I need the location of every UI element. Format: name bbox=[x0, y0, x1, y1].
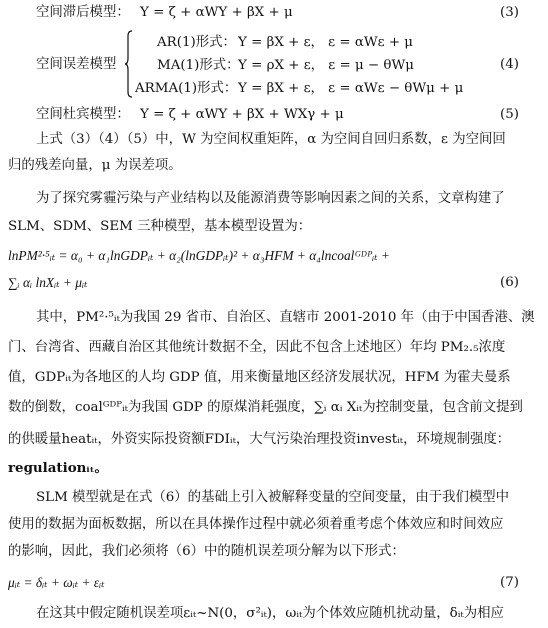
eq4-arma-formula: Y = βX + ε， ε = αWε − θWμ + μ bbox=[238, 81, 464, 96]
eq6-number: (6) bbox=[500, 275, 519, 290]
eq4-number: (4) bbox=[500, 57, 519, 72]
para3-line3: 值，GDPᵢₜ为各地区的人均 GDP 值，用来衡量地区经济发展状况，HFM 为霍夫曼系 bbox=[8, 370, 511, 385]
para4-line3: 的影响，因此，我们必须将（6）中的随机误差项分解为以下形式： bbox=[8, 544, 405, 559]
eq4-arma-name: ARMA(1)形式： bbox=[135, 81, 238, 96]
para3-line1: 其中，PM²·⁵ᵢₜ为我国 29 省市、自治区、直辖市 2001-2010 年（由于中国香港、澳 bbox=[36, 310, 535, 325]
para2-line2: SLM、SDM、SEM 三种模型，基本模型设置为： bbox=[8, 219, 312, 234]
eq3-number: (3) bbox=[500, 5, 519, 20]
eq4-ma-name: MA(1)形式： bbox=[157, 58, 240, 73]
para3-line2: 门、台湾省、西藏自治区其他统计数据不全，因此不包含上述地区）年均 PM₂.₅浓度 bbox=[8, 340, 506, 355]
para4-line2: 使用的数据为面板数据，所以在具体操作过程中就必须着重考虑个体效应和时间效应 bbox=[8, 517, 504, 532]
para3-line4: 数的倒数，coalᴳᴰᴾᵢₜ为我国 GDP 的原煤消耗强度，∑ᵢ αᵢ Xᵢₜ为控制变量，包含前文提到 bbox=[8, 400, 523, 415]
para3-line5: 的供暖量heatᵢₜ，外资实际投资额FDIᵢₜ，大气污染治理投资investᵢₜ，环境规制强度： bbox=[8, 432, 511, 447]
eq5-formula: Y = ζ + αWY + βX + WXγ + μ bbox=[140, 107, 344, 122]
eq7-number: (7) bbox=[500, 575, 519, 590]
eq4-ma-formula: Y = ρX + ε， ε = μ − θWμ bbox=[238, 58, 414, 73]
eq7-formula: μᵢₜ = δᵢₜ + ωᵢₜ + εᵢₜ bbox=[8, 575, 105, 590]
para2-line1: 为了探究雾霾污染与产业结构以及能源消费等影响因素之间的关系，文章构建了 bbox=[36, 191, 505, 206]
eq3-formula: Y = ζ + αWY + βX + μ bbox=[140, 5, 293, 20]
eq4-label: 空间误差模型 bbox=[36, 57, 117, 72]
left-brace-icon bbox=[125, 30, 133, 98]
eq6-line2: ∑ᵢ αᵢ lnXᵢₜ + μᵢₜ bbox=[8, 275, 88, 290]
eq3-label: 空间滞后模型： bbox=[36, 5, 130, 20]
para5-line1: 在这其中假定随机误差项εᵢₜ~N(0，σ²ᵢₜ)，ωᵢₜ为个体效应随机扰动量，δᵢₜ为相应 bbox=[36, 606, 504, 621]
para1-line1: 上式（3）（4）（5）中，W 为空间权重矩阵，α 为空间自回归系数，ε 为空间回 bbox=[36, 132, 506, 147]
eq5-number: (5) bbox=[500, 107, 519, 122]
para4-line1: SLM 模型就是在式（6）的基础上引入被解释变量的空间变量，由于我们模型中 bbox=[36, 490, 510, 505]
eq6-line1: lnPM²·⁵ᵢₜ = α₀ + α₁lnGDPᵢₜ + α₂(lnGDPᵢₜ)² + α₃HFM + α₄lncoalᴳᴰᴾᵢₜ + bbox=[8, 248, 390, 263]
eq4-ar-formula: Y = βX + ε， ε = αWε + μ bbox=[238, 35, 414, 50]
eq4-ar-name: AR(1)形式： bbox=[157, 35, 236, 50]
para3-line6: regulationᵢₜ。 bbox=[8, 460, 108, 476]
eq5-label: 空间杜宾模型： bbox=[36, 107, 130, 122]
para1-line2: 归的残差向量，μ 为误差项。 bbox=[8, 158, 182, 173]
